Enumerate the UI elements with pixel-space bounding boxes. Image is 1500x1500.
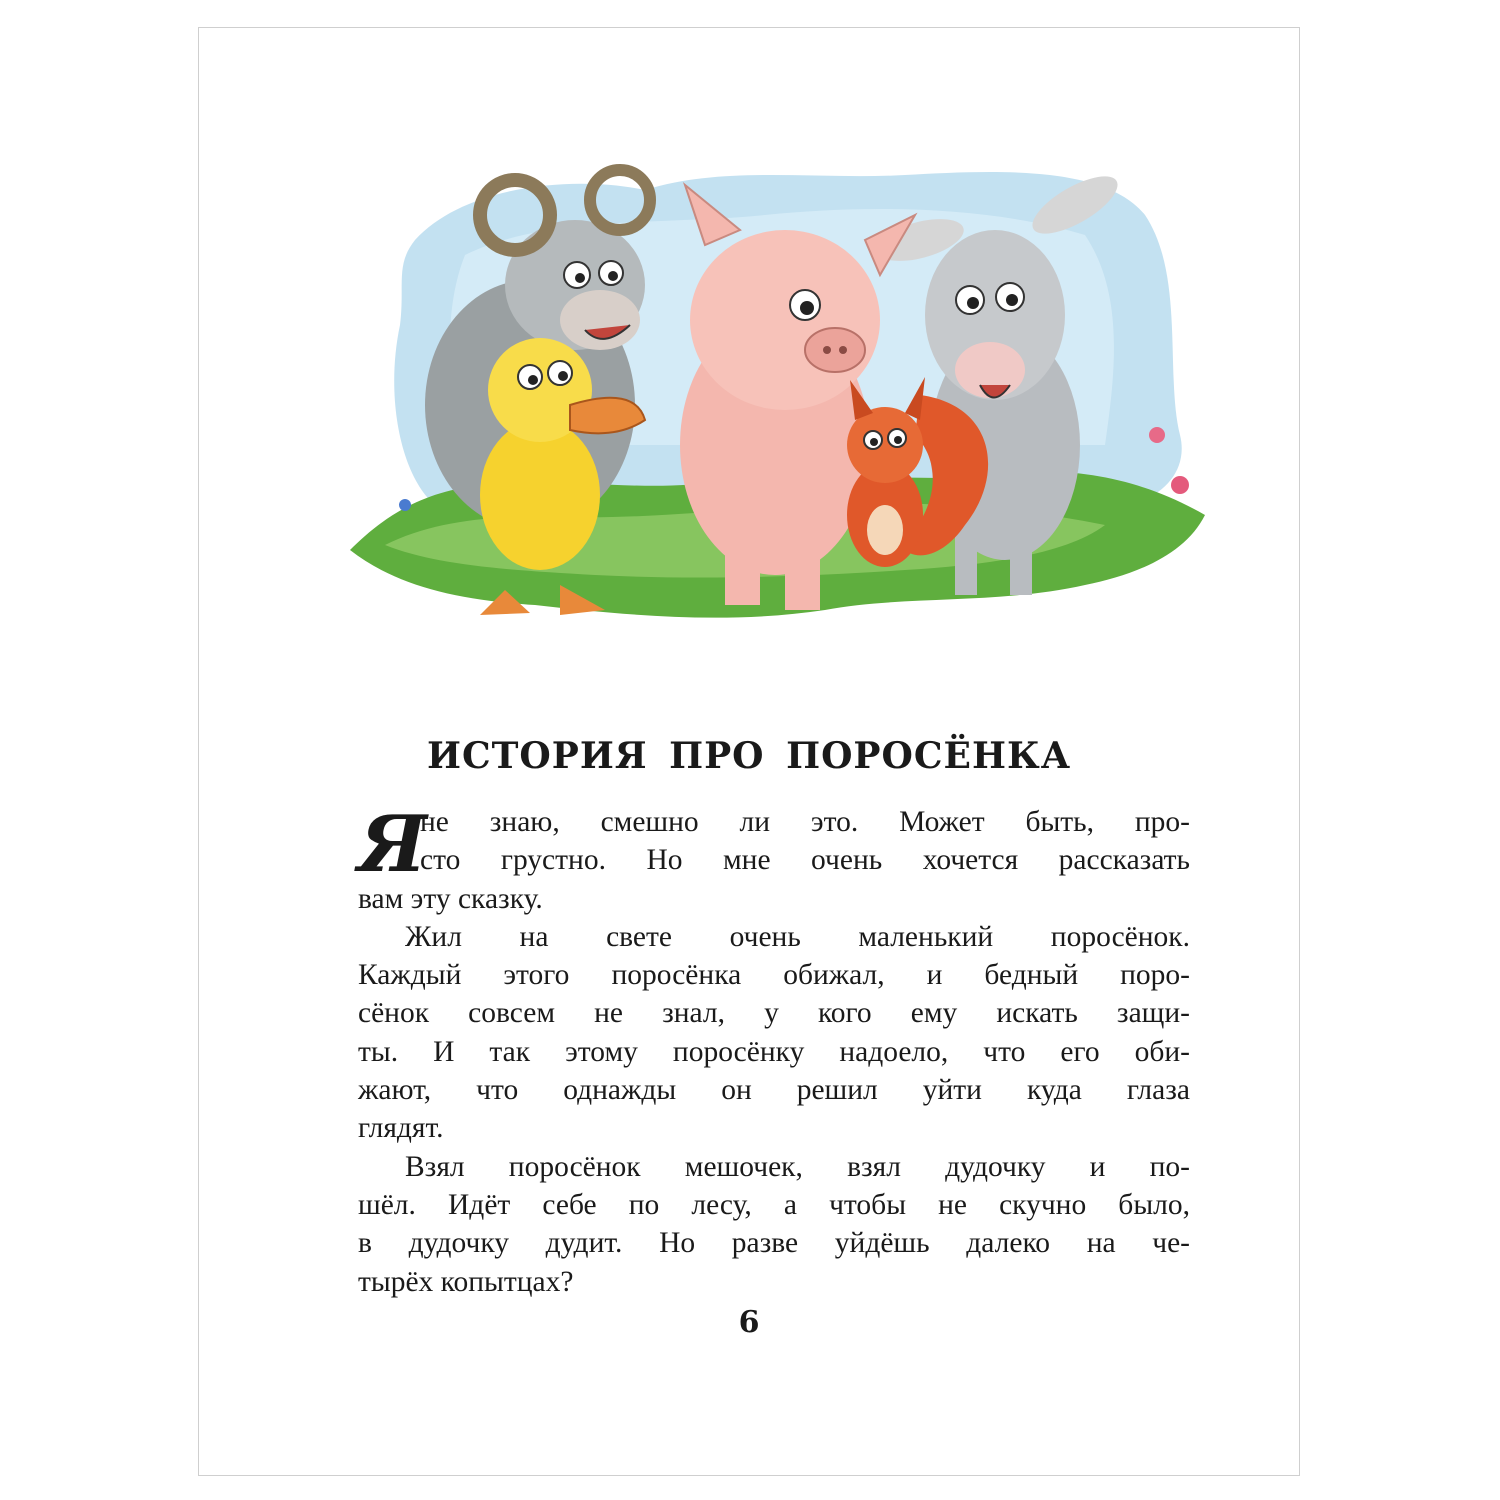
flower [1171, 476, 1189, 494]
page-number: 6 [738, 1305, 760, 1340]
drop-cap-letter: Я [358, 799, 427, 890]
text-line: Каждый этого поросёнка обижал, и бедный поро- [358, 959, 1190, 992]
text-line: не знаю, смешно ли это. Может быть, про- [420, 806, 1190, 838]
text-line: вам эту сказку. [358, 882, 543, 915]
text-line: Жил на свете очень маленький поросёнок. [405, 920, 1190, 953]
text-line: в дудочку дудит. Но разве уйдёшь далеко на че- [358, 1227, 1190, 1260]
text-line: жают, что однажды он решил уйти куда глаза [358, 1074, 1190, 1107]
text-line: шёл. Идёт себе по лесу, а чтобы не скучно было, [358, 1188, 1190, 1221]
illustration-animals [345, 145, 1210, 630]
text-line: Взял поросёнок мешочек, взял дудочку и по- [405, 1150, 1190, 1183]
story-title: ИСТОРИЯ ПРО ПОРОСЁНКА [426, 735, 1072, 777]
text-line: сёнок совсем не знал, у кого ему искать защи- [358, 997, 1190, 1030]
text-line: сто грустно. Но мне очень хочется рассказать [420, 844, 1190, 877]
story-text [358, 799, 1190, 1301]
flower [399, 499, 411, 511]
text-line: глядят. [358, 1112, 444, 1145]
text-line: ты. И так этому поросёнку надоело, что его оби- [358, 1035, 1190, 1068]
text-line: тырёх копытцах? [358, 1265, 574, 1298]
flower [1149, 427, 1165, 443]
